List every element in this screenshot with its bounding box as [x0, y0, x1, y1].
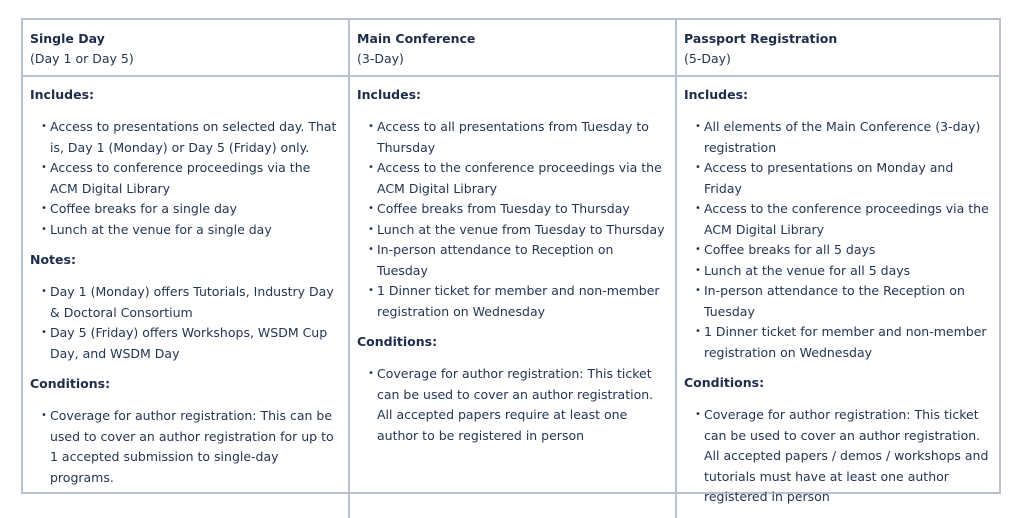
list-item: • Lunch at the venue from Tuesday to Thursday	[369, 220, 668, 241]
list-item: • Coffee breaks for all 5 days	[696, 240, 992, 261]
list-item: • Lunch at the venue for a single day	[42, 220, 341, 241]
section-label: Conditions:	[357, 334, 438, 349]
column-title: Main Conference	[357, 31, 476, 46]
header-passport-registration	[677, 20, 999, 77]
list-item: • 1 Dinner ticket for member and non-member registration on Wednesday	[369, 281, 668, 322]
list-item: • Access to the conference proceedings via the ACM Digital Library	[696, 199, 992, 240]
header-single-day	[23, 20, 350, 77]
section-list	[30, 117, 341, 240]
section-list	[684, 117, 992, 363]
list-item: • Day 1 (Monday) offers Tutorials, Industry Day & Doctoral Consortium	[42, 282, 341, 323]
list-item: • In-person attendance to Reception on Tuesday	[369, 240, 668, 281]
section-label: Conditions:	[30, 376, 111, 391]
list-item: • In-person attendance to the Reception on Tuesday	[696, 281, 992, 322]
section-label: Includes:	[684, 87, 749, 102]
header-main-conference	[350, 20, 677, 77]
body-single-day	[23, 77, 350, 518]
section-label: Includes:	[357, 87, 422, 102]
section-label: Conditions:	[684, 375, 765, 390]
section-list	[357, 117, 668, 322]
list-item: • All elements of the Main Conference (3-day) registration	[696, 117, 992, 158]
list-item: • Coffee breaks from Tuesday to Thursday	[369, 199, 668, 220]
section-list	[30, 282, 341, 364]
section-list	[684, 405, 992, 508]
list-item: • Lunch at the venue for all 5 days	[696, 261, 992, 282]
list-item: • Access to conference proceedings via the ACM Digital Library	[42, 158, 341, 199]
column-subtitle: (5-Day)	[684, 51, 731, 66]
list-item: • Coverage for author registration: This ticket can be used to cover an author registration. All accepted papers / demos / workshops and tutorials must have at least one author registered in person	[696, 405, 992, 508]
registration-table	[21, 18, 1001, 504]
body-passport-registration	[677, 77, 999, 518]
body-main-conference	[350, 77, 677, 518]
section-label: Notes:	[30, 252, 76, 267]
column-subtitle: (Day 1 or Day 5)	[30, 51, 134, 66]
list-item: • Day 5 (Friday) offers Workshops, WSDM Cup Day, and WSDM Day	[42, 323, 341, 364]
section-list	[357, 364, 668, 446]
list-item: • Coverage for author registration: This ticket can be used to cover an author registration. All accepted papers require at least one author to be registered in person	[369, 364, 668, 446]
list-item: • Coffee breaks for a single day	[42, 199, 341, 220]
list-item: • Access to presentations on Monday and Friday	[696, 158, 992, 199]
column-title: Single Day	[30, 31, 105, 46]
section-label: Includes:	[30, 87, 95, 102]
list-item: • Access to all presentations from Tuesday to Thursday	[369, 117, 668, 158]
list-item: • Access to presentations on selected day. That is, Day 1 (Monday) or Day 5 (Friday) only.	[42, 117, 341, 158]
list-item: • 1 Dinner ticket for member and non-member registration on Wednesday	[696, 322, 992, 363]
section-list	[30, 406, 341, 488]
list-item: • Access to the conference proceedings via the ACM Digital Library	[369, 158, 668, 199]
column-title: Passport Registration	[684, 31, 838, 46]
list-item: • Coverage for author registration: This can be used to cover an author registration for up to 1 accepted submission to single-day programs.	[42, 406, 341, 488]
column-subtitle: (3-Day)	[357, 51, 404, 66]
